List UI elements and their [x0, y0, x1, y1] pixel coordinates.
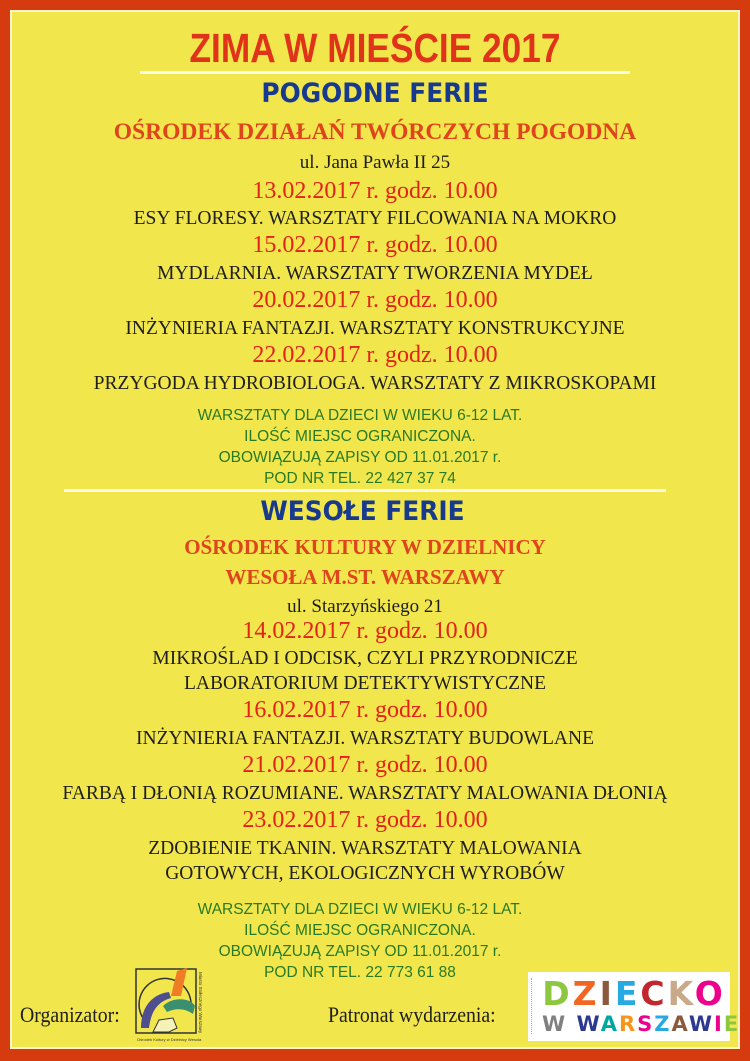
- divider: [64, 489, 666, 492]
- venue-name: OŚRODEK KULTURY W DZIELNICY: [184, 535, 546, 559]
- event-activity: INŻYNIERIA FANTAZJI. WARSZTATY KONSTRUKCYJNE: [125, 318, 625, 339]
- logo-letter: O: [694, 974, 726, 1013]
- event-activity-line2: GOTOWYCH, EKOLOGICZNYCH WYROBÓW: [165, 863, 565, 884]
- logo-letter: R: [618, 1012, 638, 1036]
- logo-side-rule: [531, 978, 538, 1034]
- event-activity: MIKROŚLAD I ODCISK, CZYLI PRZYRODNICZE: [152, 648, 578, 669]
- organizer-logo: [133, 966, 219, 1046]
- logo-letter: W: [576, 1012, 601, 1036]
- info-line: WARSZTATY DLA DZIECI W WIEKU 6-12 LAT.: [197, 407, 523, 424]
- event-activity: PRZYGODA HYDROBIOLOGA. WARSZTATY Z MIKROSKOPAMI: [93, 373, 657, 394]
- logo-letter: Z: [654, 1012, 672, 1036]
- event-date: 14.02.2017 r. godz. 10.00: [242, 618, 488, 644]
- logo-letter: I: [599, 974, 615, 1013]
- logo-letter: Z: [572, 974, 600, 1013]
- event-date: 22.02.2017 r. godz. 10.00: [252, 342, 498, 368]
- info-line: ILOŚĆ MIEJSC OGRANICZONA.: [244, 922, 476, 939]
- logo-word-dziecko: [542, 974, 726, 1013]
- event-activity: FARBĄ I DŁONIĄ ROZUMIANE. WARSZTATY MALOWANIA DŁONIĄ: [62, 783, 668, 804]
- logo-letter: S: [637, 1012, 655, 1036]
- patron-label: Patronat wydarzenia:: [328, 1002, 496, 1027]
- event-date: 23.02.2017 r. godz. 10.00: [242, 807, 488, 833]
- logo-letter: E: [614, 974, 641, 1013]
- event-date: 20.02.2017 r. godz. 10.00: [252, 287, 498, 313]
- event-activity-line2: LABORATORIUM DETEKTYWISTYCZNE: [184, 673, 546, 694]
- logo-letter: I: [714, 1012, 724, 1036]
- logo-letter: W: [688, 1012, 714, 1036]
- event-activity: ESY FLORESY. WARSZTATY FILCOWANIA NA MOKRO: [133, 208, 617, 229]
- venue-address: ul. Jana Pawła II 25: [299, 152, 451, 173]
- logo-letter: D: [542, 974, 573, 1013]
- organizer-label: Organizator:: [20, 1002, 120, 1027]
- info-line: POD NR TEL. 22 773 61 88: [264, 964, 456, 981]
- logo-letter: W: [542, 1012, 568, 1036]
- info-line: WARSZTATY DLA DZIECI W WIEKU 6-12 LAT.: [197, 901, 523, 918]
- logo-letter: A: [671, 1012, 689, 1036]
- info-line: ILOŚĆ MIEJSC OGRANICZONA.: [244, 428, 476, 445]
- logo-letter: E: [723, 1012, 741, 1036]
- event-date: 21.02.2017 r. godz. 10.00: [242, 752, 488, 778]
- event-activity: ZDOBIENIE TKANIN. WARSZTATY MALOWANIA: [148, 838, 582, 859]
- logo-letter: C: [640, 974, 668, 1013]
- logo-letter: A: [600, 1012, 619, 1036]
- info-line: OBOWIĄZUJĄ ZAPISY OD 11.01.2017 r.: [218, 943, 502, 960]
- info-line: POD NR TEL. 22 427 37 74: [264, 470, 456, 487]
- event-activity: INŻYNIERIA FANTAZJI. WARSZTATY BUDOWLANE: [136, 728, 594, 749]
- divider: [140, 71, 630, 74]
- event-date: 16.02.2017 r. godz. 10.00: [242, 697, 488, 723]
- patron-logo-dziecko-w-warszawie: [528, 972, 741, 1041]
- logo-letter: K: [667, 974, 695, 1013]
- section-title-pogodne: POGODNE FERIE: [261, 78, 489, 109]
- organizer-logo-icon: [133, 966, 219, 1046]
- venue-name-line2: WESOŁA M.ST. WARSZAWY: [225, 565, 505, 589]
- venue-name: OŚRODEK DZIAŁAŃ TWÓRCZYCH POGODNA: [113, 119, 637, 145]
- logo-caption: Ośrodek Kultury w Dzielnicy Wesoła: [137, 1037, 202, 1042]
- event-activity: MYDLARNIA. WARSZTATY TWORZENIA MYDEŁ: [157, 263, 593, 284]
- event-date: 15.02.2017 r. godz. 10.00: [252, 232, 498, 258]
- section-title-wesole: WESOŁE FERIE: [260, 496, 465, 527]
- event-date: 13.02.2017 r. godz. 10.00: [252, 178, 498, 204]
- logo-word-w-warszawie: [542, 1012, 741, 1036]
- info-line: OBOWIĄZUJĄ ZAPISY OD 11.01.2017 r.: [218, 449, 502, 466]
- venue-address: ul. Starzyńskiego 21: [287, 596, 443, 617]
- poster-frame: [10, 10, 740, 1049]
- poster: [12, 12, 741, 1047]
- poster-title: ZIMA W MIEŚCIE 2017: [189, 25, 561, 71]
- logo-side-text: Miasto Stołecznego Warszawy: [198, 972, 203, 1034]
